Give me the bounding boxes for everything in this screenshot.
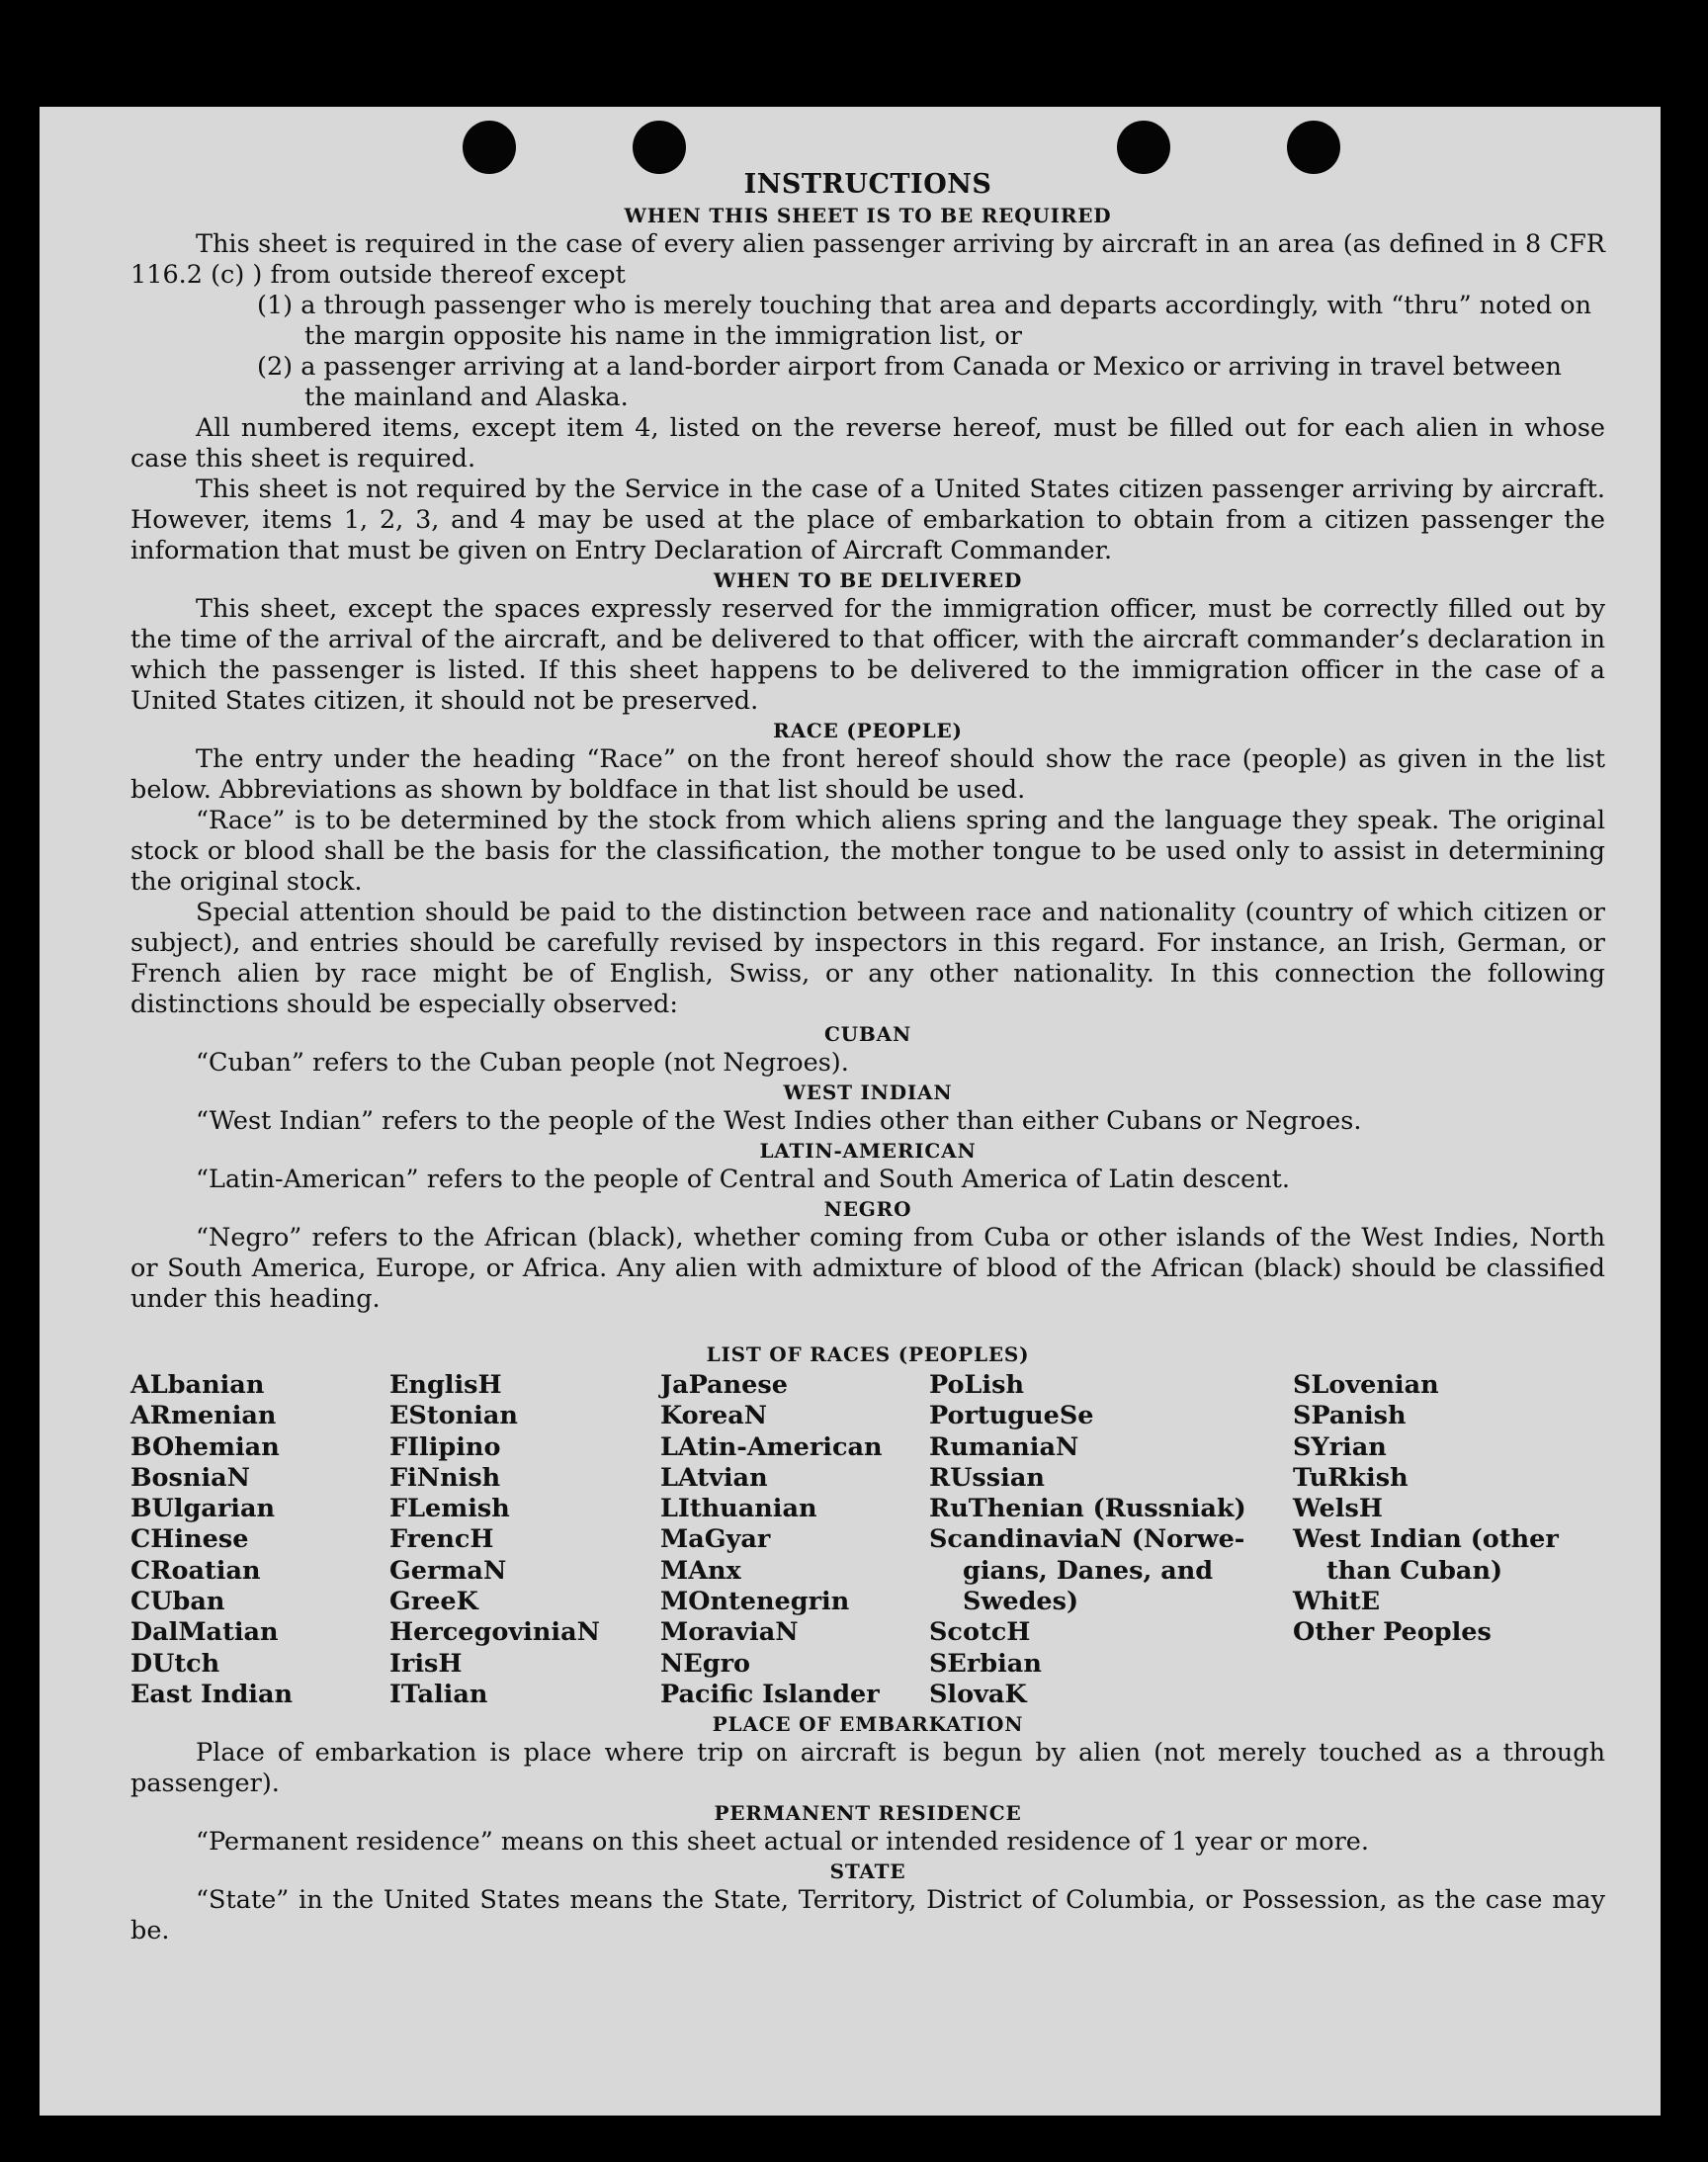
race-entry: CHinese (130, 1524, 249, 1555)
document-page (40, 107, 1661, 2116)
paragraph: “State” in the United States means the State, Territory, District of Columbia, or Possession, as the case may be. (130, 1885, 1605, 1946)
race-entry: TuRkish (1293, 1462, 1409, 1493)
race-entry: GermaN (389, 1555, 507, 1586)
race-entry: RumaniaN (929, 1431, 1079, 1462)
race-entry: RuThenian (Russniak) (929, 1494, 1246, 1524)
race-entry: SlovaK (929, 1679, 1027, 1709)
race-entry: FiNnish (389, 1462, 501, 1493)
race-entry: EnglisH (389, 1370, 502, 1400)
race-entry: ALbanian (130, 1370, 265, 1400)
races-column-3 (660, 1370, 929, 1710)
race-entry: BOhemian (130, 1431, 280, 1462)
section-heading-delivered: WHEN TO BE DELIVERED (713, 568, 1023, 592)
paragraph: Special attention should be paid to the distinction between race and nationality (country of which citizen or subject), and entries should be carefully revised by inspectors in this regard. For instance, an Irish, German, or French alien by race might be of English, Swiss, or any other nationality. In this connection the following distinctions should be especially observed: (130, 898, 1605, 1019)
race-entry: FrencH (389, 1524, 494, 1555)
race-entry: RUssian (929, 1462, 1045, 1493)
races-column-2 (389, 1370, 660, 1710)
instructions-body (130, 168, 1605, 1946)
races-column-1 (130, 1370, 389, 1710)
paragraph: “Permanent residence” means on this sheet actual or intended residence of 1 year or more. (196, 1827, 1369, 1858)
section-heading-west-indian: WEST INDIAN (783, 1081, 953, 1104)
race-entry: West Indian (other (1293, 1524, 1559, 1555)
paragraph: This sheet is required in the case of every alien passenger arriving by aircraft in an area (as defined in 8 CFR 116.2 (c) ) from outside thereof except (130, 229, 1605, 290)
race-entry: MoraviaN (660, 1617, 799, 1648)
race-entry: WelsH (1293, 1494, 1383, 1524)
race-entry: HercegoviniaN (389, 1617, 600, 1648)
punch-hole (463, 121, 516, 174)
race-entry: EStonian (389, 1401, 518, 1431)
section-heading-state: STATE (829, 1859, 906, 1884)
race-entry: SYrian (1293, 1431, 1387, 1462)
section-heading-negro: NEGRO (823, 1197, 912, 1221)
race-entry: ARmenian (130, 1401, 277, 1431)
section-heading-embarkation: PLACE OF EMBARKATION (712, 1712, 1024, 1737)
race-entry: CRoatian (130, 1555, 261, 1586)
paragraph: Place of embarkation is place where trip on aircraft is begun by alien (not merely touched as a through passenger). (130, 1738, 1605, 1799)
race-entry: PoLish (929, 1370, 1025, 1400)
race-entry: PortugueSe (929, 1401, 1094, 1431)
races-column-4 (929, 1370, 1293, 1710)
page-title: INSTRUCTIONS (743, 169, 992, 200)
race-entry: IrisH (389, 1648, 463, 1679)
race-entry: DUtch (130, 1648, 220, 1679)
race-entry: WhitE (1293, 1587, 1381, 1617)
race-entry: MaGyar (660, 1524, 771, 1555)
race-entry: MOntenegrin (660, 1587, 850, 1617)
race-entry: SPanish (1293, 1401, 1407, 1431)
race-entry: CUban (130, 1587, 225, 1617)
race-entry-continued: gians, Danes, and (963, 1555, 1214, 1586)
race-entry: MAnx (660, 1555, 741, 1586)
race-entry: DalMatian (130, 1617, 279, 1648)
race-entry: LAtin-American (660, 1431, 883, 1462)
paragraph: “West Indian” refers to the people of the West Indies other than either Cubans or Negroes. (196, 1106, 1362, 1136)
race-entry: BosniaN (130, 1462, 250, 1493)
race-entry: SErbian (929, 1648, 1042, 1679)
race-entry: JaPanese (660, 1370, 788, 1400)
race-entry: LAtvian (660, 1462, 768, 1493)
race-entry: FIlipino (389, 1431, 501, 1462)
race-entry-continued: than Cuban) (1326, 1555, 1503, 1586)
list-item: (1) a through passenger who is merely touching that area and departs accordingly, with “thru” noted on the margin opposite his name in the immigration list, or (257, 291, 1592, 351)
punch-hole (633, 121, 686, 174)
race-entry: SLovenian (1293, 1370, 1439, 1400)
race-entry: FLemish (389, 1494, 510, 1524)
race-entry: LIthuanian (660, 1494, 817, 1524)
punch-hole (1117, 121, 1170, 174)
race-entry-continued: Swedes) (963, 1587, 1079, 1617)
races-table (130, 1370, 1605, 1710)
race-entry: GreeK (389, 1587, 478, 1617)
list-item: (2) a passenger arriving at a land-border airport from Canada or Mexico or arriving in travel between the mainland and Alaska. (257, 352, 1562, 412)
paragraph: This sheet is not required by the Service in the case of a United States citizen passenger arriving by aircraft. However, items 1, 2, 3, and 4 may be used at the place of embarkation to obtain from a citizen passenger the information that must be given on Entry Declaration of Aircraft Commander. (130, 475, 1605, 565)
paragraph: “Latin-American” refers to the people of Central and South America of Latin descent. (196, 1165, 1291, 1194)
races-column-5 (1293, 1370, 1589, 1710)
section-heading-race: RACE (PEOPLE) (773, 719, 963, 742)
paragraph: “Race” is to be determined by the stock from which aliens spring and the language they speak. The original stock or blood shall be the basis for the classification, the mother tongue to be used only to assist in determining the original stock. (130, 806, 1605, 897)
section-heading-required: WHEN THIS SHEET IS TO BE REQUIRED (624, 204, 1112, 227)
paragraph: All numbered items, except item 4, listed on the reverse hereof, must be filled out for each alien in whose case this sheet is required. (130, 413, 1605, 474)
section-heading-cuban: CUBAN (823, 1022, 912, 1046)
race-entry: Pacific Islander (660, 1679, 880, 1709)
race-entry: Other Peoples (1293, 1617, 1492, 1648)
section-heading-latin-american: LATIN-AMERICAN (759, 1139, 977, 1163)
paragraph: The entry under the heading “Race” on the front hereof should show the race (people) as given in the list below. Abbreviations as shown by boldface in that list should be used. (130, 744, 1605, 805)
paragraph: “Negro” refers to the African (black), whether coming from Cuba or other islands of the West Indies, North or South America, Europe, or Africa. Any alien with admixture of blood of the African (black) should be classified under this heading. (130, 1223, 1605, 1314)
race-entry: NEgro (660, 1648, 751, 1679)
punch-hole (1287, 121, 1340, 174)
section-heading-races-list: LIST OF RACES (PEOPLES) (706, 1342, 1030, 1366)
paragraph: This sheet, except the spaces expressly reserved for the immigration officer, must be correctly filled out by the time of the arrival of the aircraft, and be delivered to that officer, with the aircraft commander’s declaration in which the passenger is listed. If this sheet happens to be delivered to the immigration officer in the case of a United States citizen, it should not be preserved. (130, 594, 1605, 716)
race-entry: East Indian (130, 1679, 294, 1709)
section-heading-residence: PERMANENT RESIDENCE (714, 1801, 1022, 1826)
race-entry: ScandinaviaN (Norwe- (929, 1524, 1245, 1555)
race-entry: ScotcH (929, 1617, 1031, 1648)
race-entry: BUlgarian (130, 1494, 276, 1524)
race-entry: KoreaN (660, 1401, 768, 1431)
race-entry: ITalian (389, 1679, 488, 1709)
paragraph: “Cuban” refers to the Cuban people (not Negroes). (196, 1048, 849, 1078)
